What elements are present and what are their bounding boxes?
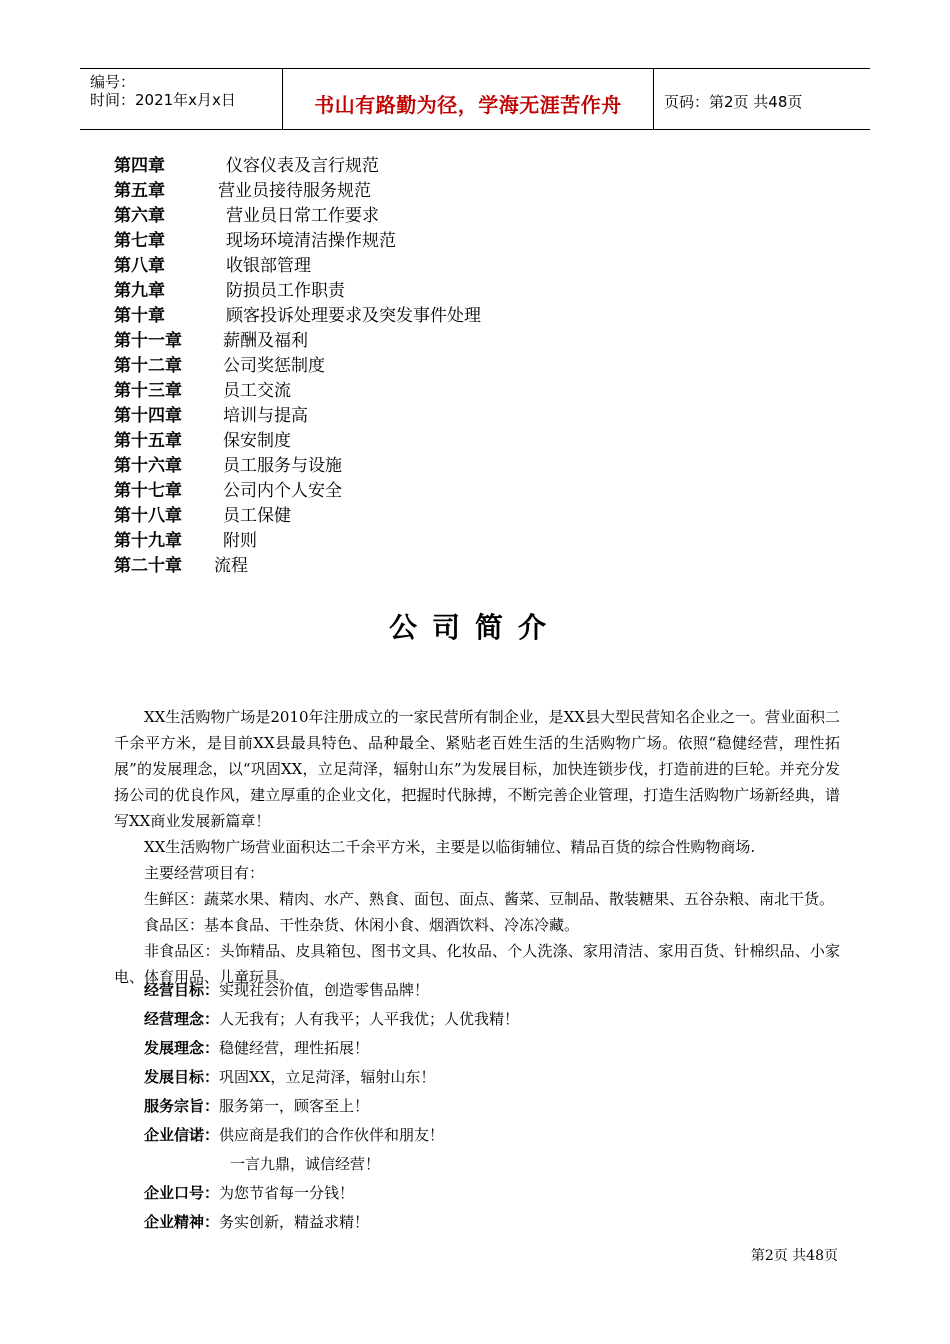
toc-chapter-number: 第十六章	[114, 456, 182, 476]
value-text: 稳健经营，理性拓展！	[219, 1039, 370, 1057]
toc-chapter-number: 第十九章	[114, 531, 182, 551]
toc-chapter-title: 顾客投诉处理要求及突发事件处理	[226, 306, 481, 326]
toc-chapter-title: 员工服务与设施	[223, 456, 342, 476]
intro-paragraph: 生鲜区：蔬菜水果、精肉、水产、熟食、面包、面点、酱菜、豆制品、散装糖果、五谷杂粮、南北干货。	[144, 890, 835, 908]
intro-paragraph: 食品区：基本食品、干性杂货、休闲小食、烟酒饮料、冷冻冷藏。	[144, 916, 580, 934]
intro-paragraph: XX生活购物广场是2010年注册成立的一家民营所有制企业，是XX县大型民营知名企业之一。营业面积二千余平方米，是目前XX县最具特色、品种最全、紧贴老百姓生活的生活购物广场。依照“稳健经营，理性拓展”的发展理念，以“巩固XX，立足菏泽，辐射山东”为发展目标，加快连锁步伐，打造前进的巨轮。并充分发扬公司的优良作风，建立厚重的企业文化，把握时代脉搏，不断完善企业管理，打造生活购物广场新经典，谱写XX商业发展新篇章！	[114, 708, 840, 830]
value-text: 实现社会价值，创造零售品牌！	[219, 981, 430, 999]
toc-chapter-title: 防损员工作职责	[226, 281, 345, 301]
toc-chapter-number: 第四章	[114, 156, 165, 176]
value-text: 巩固XX，立足菏泽，辐射山东！	[219, 1068, 436, 1086]
toc-chapter-title: 营业员日常工作要求	[226, 206, 379, 226]
toc-chapter-title: 收银部管理	[226, 256, 311, 276]
toc-chapter-title: 仪容仪表及言行规范	[226, 156, 379, 176]
intro-paragraph: XX生活购物广场营业面积达二千余平方米，主要是以临街辅位、精品百货的综合性购物商场.	[144, 838, 756, 856]
value-text: 务实创新，精益求精！	[219, 1213, 370, 1231]
value-item	[144, 1121, 519, 1150]
toc-chapter-number: 第九章	[114, 281, 165, 301]
value-item	[144, 1063, 519, 1092]
toc-chapter-number: 第十一章	[114, 331, 182, 351]
page-label: 页码：第2页 共48页	[664, 93, 803, 111]
value-item	[144, 1005, 519, 1034]
toc-chapter-title: 流程	[214, 556, 248, 576]
value-key: 服务宗旨：	[144, 1097, 220, 1115]
toc-chapter-title: 员工交流	[223, 381, 291, 401]
toc-chapter-title: 薪酬及福利	[223, 331, 308, 351]
value-text: 供应商是我们的合作伙伴和朋友！	[219, 1126, 445, 1144]
toc-chapter-number: 第七章	[114, 231, 165, 251]
value-text: 为您节省每一分钱！	[219, 1184, 355, 1202]
toc-chapter-number: 第八章	[114, 256, 165, 276]
toc-chapter-number: 第二十章	[114, 556, 182, 576]
value-key: 企业精神：	[144, 1213, 220, 1231]
toc-chapter-number: 第十四章	[114, 406, 182, 426]
company-intro	[114, 704, 840, 990]
value-item	[144, 976, 519, 1005]
value-item	[144, 1092, 519, 1121]
header-meta-cell	[80, 69, 282, 129]
toc-chapter-number: 第十二章	[114, 356, 182, 376]
toc-chapter-number: 第十五章	[114, 431, 182, 451]
toc-chapter-title: 营业员接待服务规范	[218, 181, 371, 201]
value-key: 企业信诺：	[144, 1126, 220, 1144]
toc-chapter-number: 第十八章	[114, 506, 182, 526]
toc-chapter-number: 第十七章	[114, 481, 182, 501]
value-key: 发展目标：	[144, 1068, 220, 1086]
section-title: 公司简介	[388, 611, 561, 644]
header-motto-cell	[282, 69, 654, 129]
number-label: 编号：	[90, 73, 136, 91]
toc-chapter-number: 第十章	[114, 306, 165, 326]
value-text: 人无我有；人有我平；人平我优；人优我精！	[219, 1010, 520, 1028]
value-key: 经营目标：	[144, 981, 220, 999]
toc-chapter-number: 第六章	[114, 206, 165, 226]
toc-chapter-number: 第五章	[114, 181, 165, 201]
value-text: 服务第一，顾客至上！	[219, 1097, 370, 1115]
header-page-cell	[654, 69, 870, 129]
value-key: 企业口号：	[144, 1184, 220, 1202]
toc-chapter-title: 培训与提高	[223, 406, 308, 426]
value-item	[144, 1034, 519, 1063]
toc-chapter-number: 第十三章	[114, 381, 182, 401]
value-item	[144, 1179, 519, 1208]
toc-chapter-title: 公司奖惩制度	[223, 356, 325, 376]
toc-chapter-title: 员工保健	[223, 506, 291, 526]
page-footer: 第2页 共48页	[750, 1248, 838, 1264]
value-key: 发展理念：	[144, 1039, 220, 1057]
toc-chapter-title: 公司内个人安全	[223, 481, 342, 501]
intro-paragraph: 主要经营项目有：	[144, 864, 265, 882]
value-key: 经营理念：	[144, 1010, 220, 1028]
value-item	[144, 1208, 519, 1237]
page-header	[80, 68, 870, 130]
company-values	[144, 976, 519, 1237]
time-label: 时间：2021年x月x日	[90, 91, 236, 109]
value-item	[144, 1150, 519, 1179]
intro-paragraph: 非食品区：头饰精品、皮具箱包、图书文具、化妆品、个人洗涤、家用清洁、家用百货、针棉织品、小家电、体育用品、儿童玩具。	[114, 942, 840, 986]
value-text: 一言九鼎，诚信经营！	[230, 1155, 381, 1173]
motto: 书山有路勤为径，学海无涯苦作舟	[314, 93, 622, 117]
toc-chapter-title: 现场环境清洁操作规范	[226, 231, 396, 251]
toc-chapter-title: 保安制度	[223, 431, 291, 451]
toc-chapter-title: 附则	[223, 531, 257, 551]
